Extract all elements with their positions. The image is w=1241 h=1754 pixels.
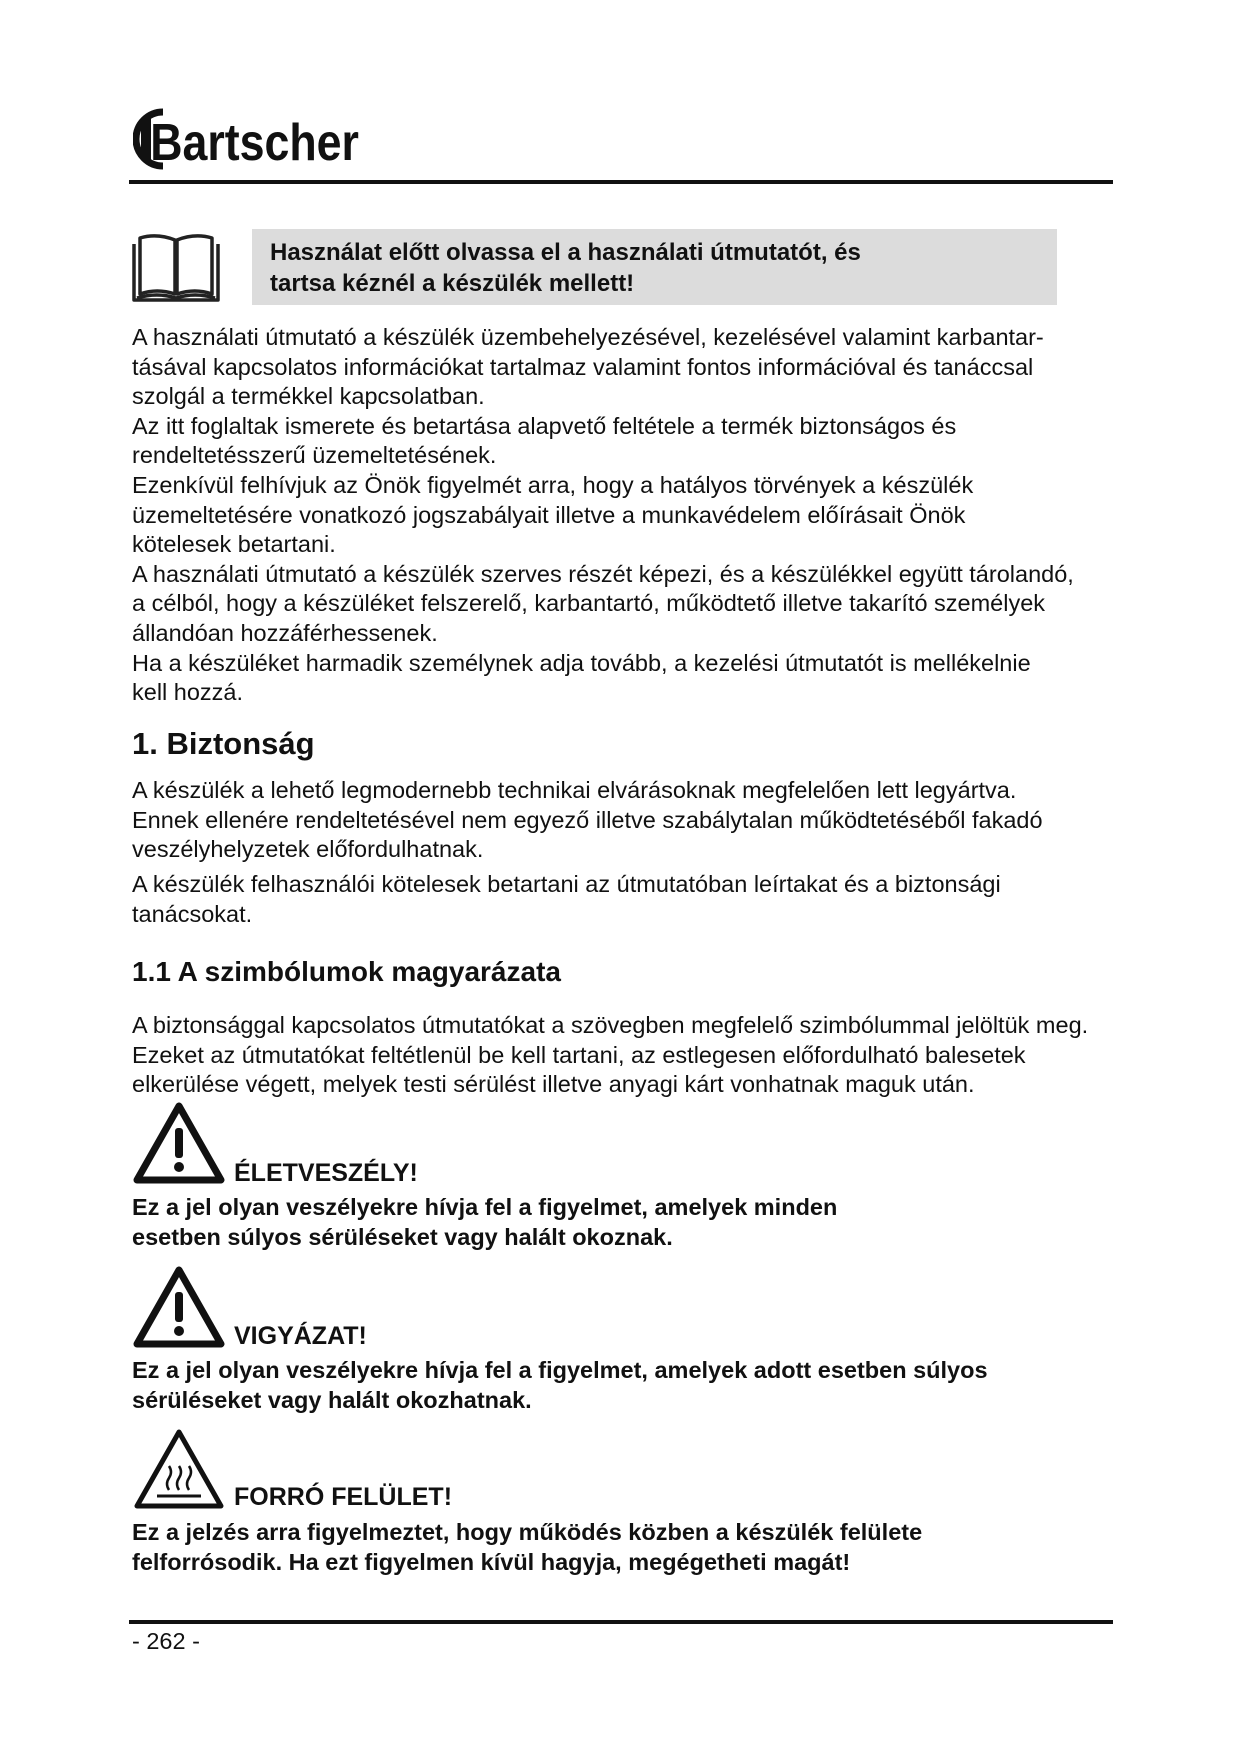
intro-line: Ezenkívül felhívjuk az Önök figyelmét arra, hogy a hatályos törvények a készülék	[132, 471, 974, 498]
footer-rule	[129, 1620, 1113, 1624]
intro-line: szolgál a termékkel kapcsolatban.	[132, 383, 485, 410]
warning-title-vigyazat: VIGYÁZAT!	[234, 1322, 367, 1350]
warning-triangle-icon	[131, 1264, 227, 1350]
section-heading-szimbolumok: 1.1 A szimbólumok magyarázata	[132, 956, 561, 987]
intro-line: A használati útmutató a készülék üzembehelyezésével, kezelésével valamint karbantar-	[132, 324, 1044, 350]
notice-line: Használat előtt olvassa el a használati útmutatót, és	[270, 239, 861, 266]
page-number: - 262 -	[132, 1628, 200, 1654]
paragraph-line: veszélyhelyzetek előfordulhatnak.	[132, 836, 484, 863]
warning-line: esetben súlyos sérüléseket vagy halált okoznak.	[132, 1223, 673, 1250]
warning-text-vigyazat	[132, 1356, 1132, 1415]
warning-line: Ez a jel olyan veszélyekre hívja fel a figyelmet, amelyek adott esetben súlyos	[132, 1357, 988, 1383]
section-heading-biztonsag: 1. Biztonság	[132, 726, 315, 761]
intro-line: állandóan hozzáférhessenek.	[132, 619, 438, 646]
warning-text-forro-felulet	[132, 1518, 1132, 1577]
intro-line: Ha a készüléket harmadik személynek adja tovább, a kezelési útmutatót is mellékelnie	[132, 649, 1031, 676]
read-manual-notice	[252, 229, 1057, 305]
warning-line: Ez a jelzés arra figyelmeztet, hogy működés közben a készülék felülete	[132, 1519, 923, 1545]
hot-surface-icon	[131, 1426, 227, 1512]
open-book-icon	[131, 232, 221, 304]
paragraph-line: A készülék a lehető legmodernebb technikai elvárásoknak megfelelően lett legyártva.	[132, 777, 1017, 803]
intro-text	[132, 323, 1132, 708]
warning-line: sérüléseket vagy halált okozhatnak.	[132, 1386, 532, 1413]
bartscher-logo	[133, 100, 373, 178]
intro-line: Az itt foglaltak ismerete és betartása alapvető feltétele a termék biztonságos és	[132, 412, 957, 439]
intro-line: a célból, hogy a készüléket felszerelő, karbantartó, működtető illetve takarító személyek	[132, 590, 1046, 617]
warning-title-eletveszely: ÉLETVESZÉLY!	[234, 1159, 418, 1187]
intro-line: kötelesek betartani.	[132, 531, 336, 558]
section11-paragraph	[132, 1011, 1132, 1100]
paragraph-line: elkerülése végett, melyek testi sérülést illetve anyagi kárt vonhatnak maguk után.	[132, 1071, 975, 1098]
paragraph-line: Ezeket az útmutatókat feltétlenül be kell tartani, az estlegesen előfordulható balesetek	[132, 1041, 1026, 1068]
section1-paragraph-2	[132, 870, 1132, 929]
intro-line: rendeltetésszerű üzemeltetésének.	[132, 442, 497, 469]
intro-line: tásával kapcsolatos információkat tartalmaz valamint fontos információval és tanáccsal	[132, 353, 1034, 380]
warning-line: Ez a jel olyan veszélyekre hívja fel a figyelmet, amelyek minden	[132, 1194, 838, 1220]
section1-paragraph-1	[132, 776, 1132, 865]
warning-line: felforrósodik. Ha ezt figyelmen kívül hagyja, megégetheti magát!	[132, 1548, 851, 1575]
warning-triangle-icon	[131, 1100, 227, 1186]
notice-line: tartsa kéznél a készülék mellett!	[270, 270, 635, 297]
intro-line: üzemeltetésére vonatkozó jogszabályait illetve a munkavédelem előírásait Önök	[132, 501, 966, 528]
paragraph-line: A biztonsággal kapcsolatos útmutatókat a szövegben megfelelő szimbólummal jelöltük meg.	[132, 1012, 1089, 1038]
svg-text:Bartscher: Bartscher	[150, 113, 359, 172]
warning-title-forro-felulet: FORRÓ FELÜLET!	[234, 1483, 453, 1511]
paragraph-line: A készülék felhasználói kötelesek betartani az útmutatóban leírtakat és a biztonsági	[132, 871, 1001, 897]
paragraph-line: Ennek ellenére rendeltetésével nem egyező illetve szabálytalan működtetéséből fakadó	[132, 806, 1043, 833]
header-rule	[129, 180, 1113, 184]
intro-line: kell hozzá.	[132, 679, 244, 706]
intro-line: A használati útmutató a készülék szerves részét képezi, és a készülékkel együtt tárolandó,	[132, 560, 1074, 587]
paragraph-line: tanácsokat.	[132, 900, 253, 927]
warning-text-eletveszely	[132, 1193, 1132, 1252]
